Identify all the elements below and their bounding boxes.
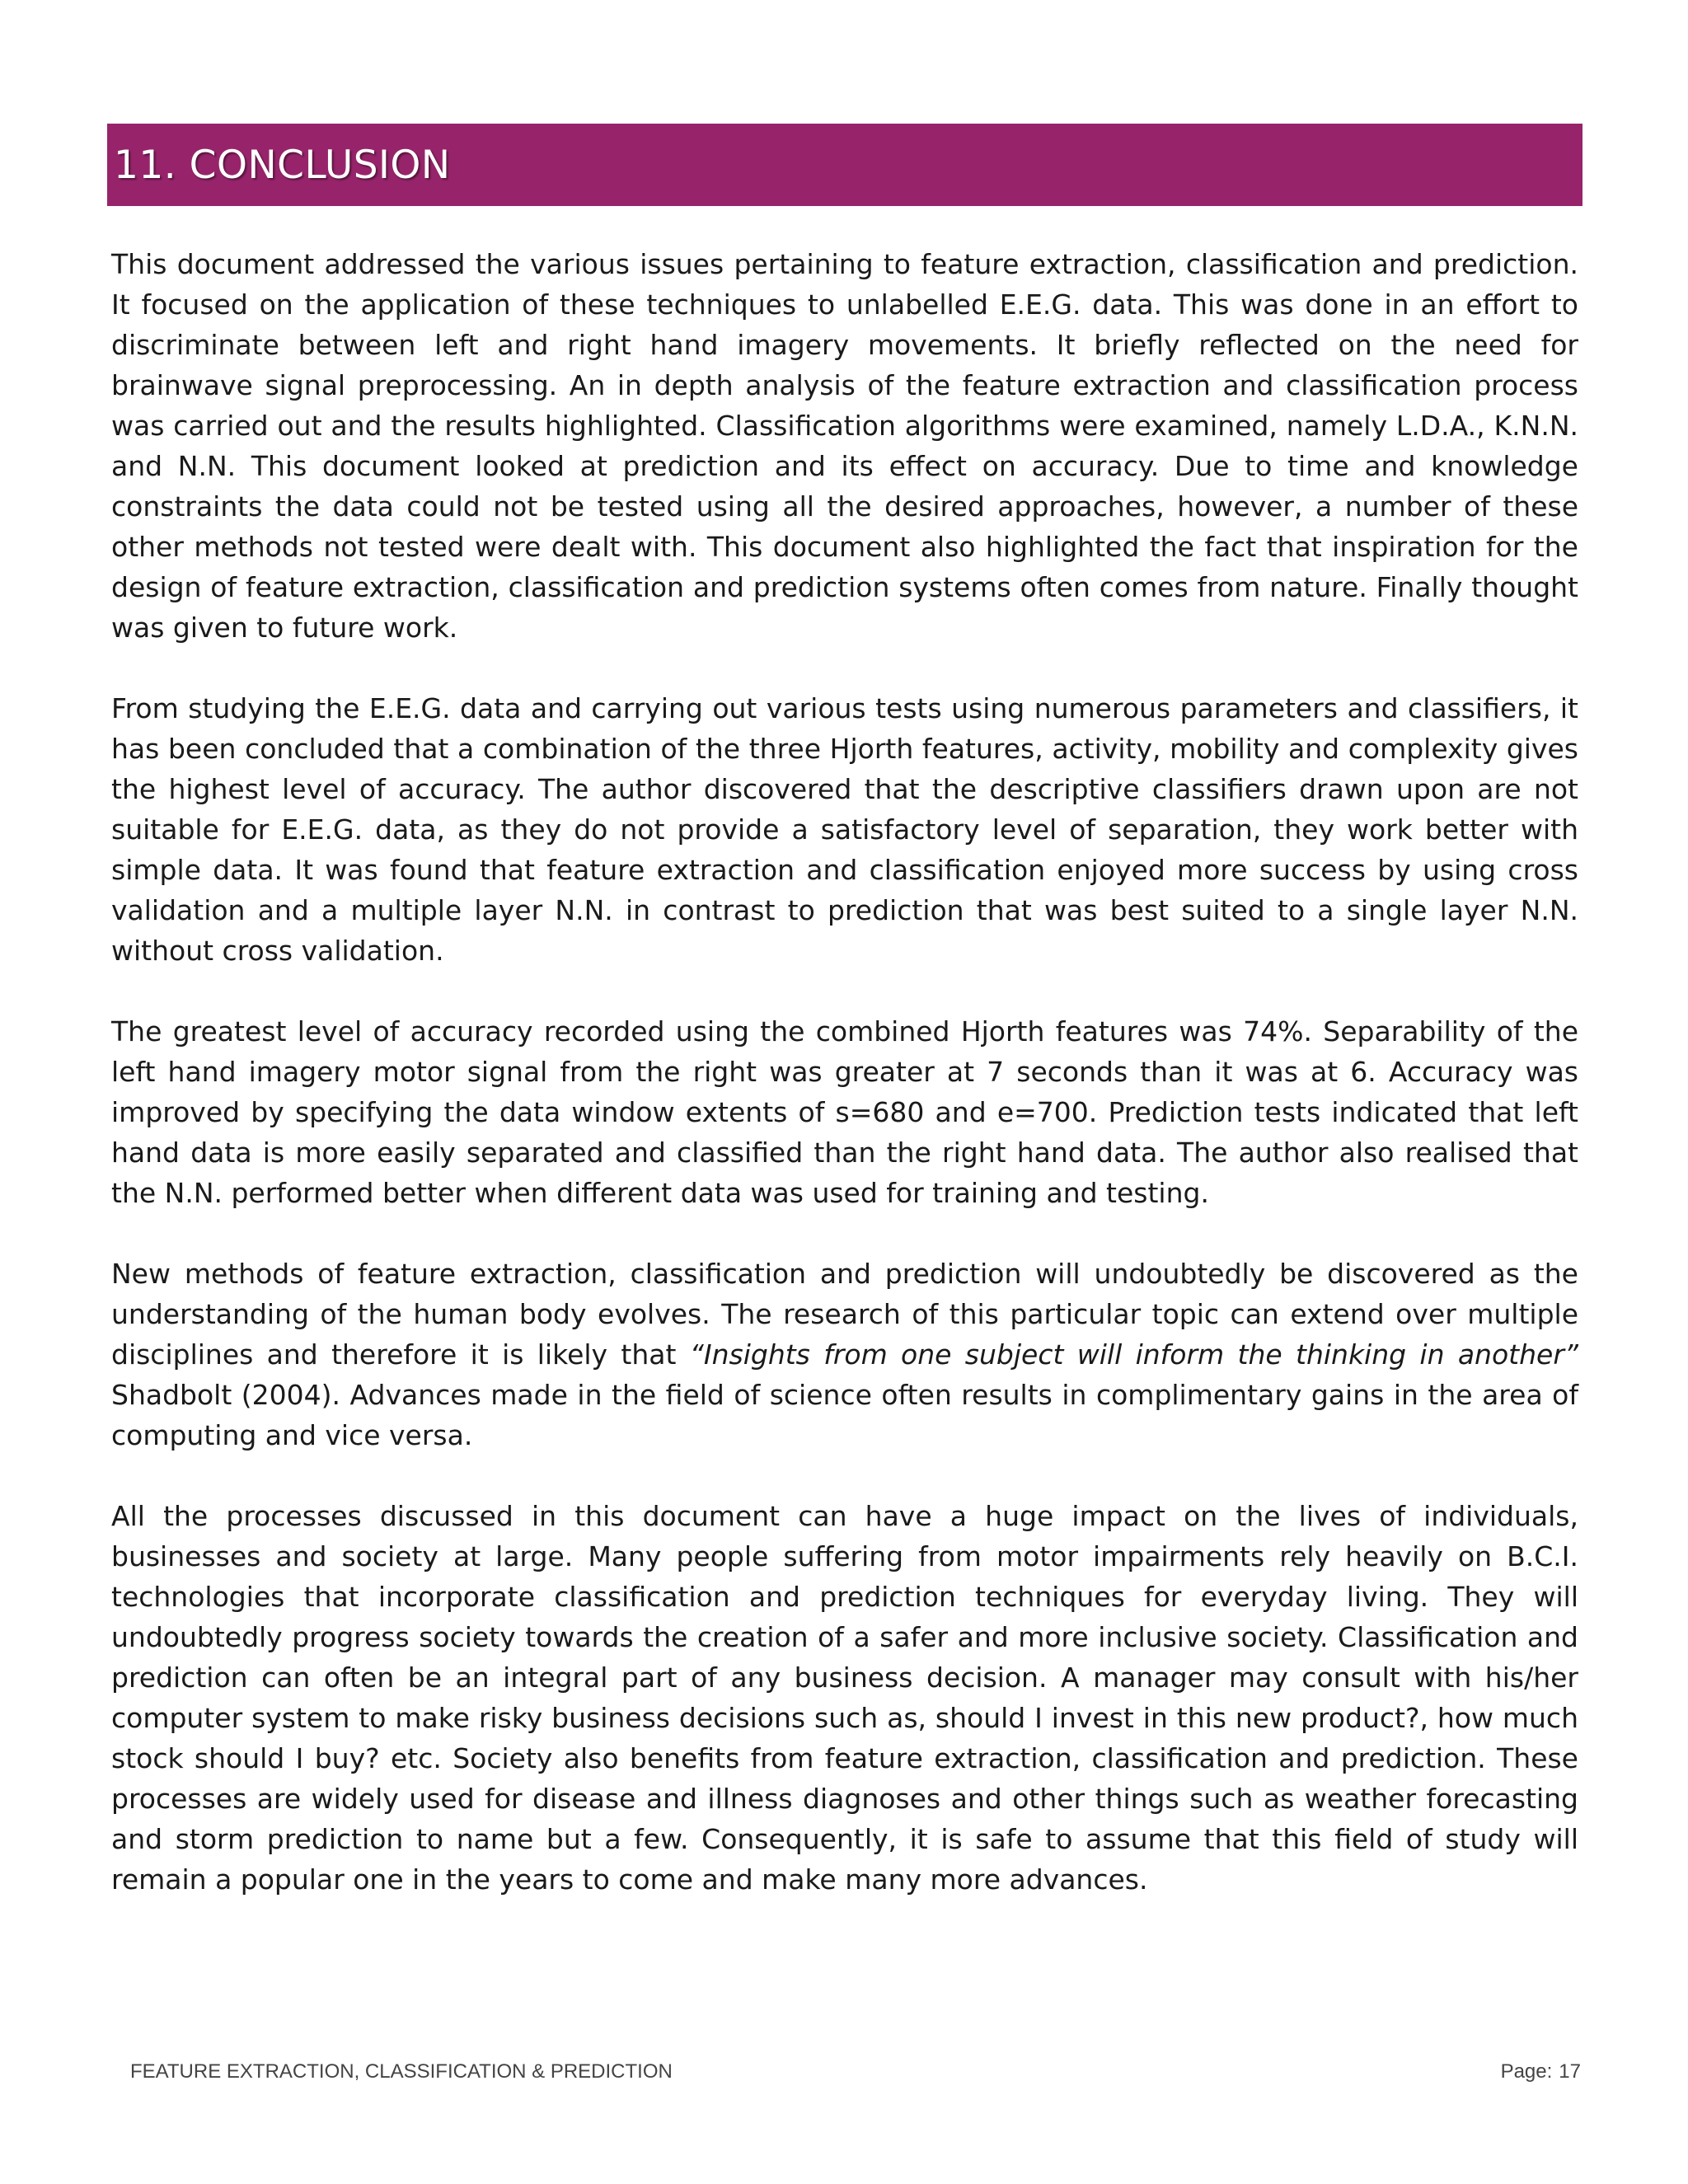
footer-page-number: 17 (1559, 2060, 1581, 2083)
section-header (107, 124, 1582, 206)
paragraph-future-methods-tail: Shadbolt (2004). Advances made in the field of science often results in complimentary gains in the area of computing and vice versa. (111, 1379, 1578, 1451)
paragraph-future-methods-lead: New methods of feature extraction, classification and prediction will undoubtedly be discovered as the understanding of the human body evolves. The research of this particular topic can extend over multiple disciplines and therefore it is likely that (111, 1258, 1578, 1371)
paragraph-findings: From studying the E.E.G. data and carrying out various tests using numerous parameters and classifiers, it has been concluded that a combination of the three Hjorth features, activity, mobility and complexity gives the highest level of accuracy. The author discovered that the descriptive classifiers drawn upon are not suitable for E.E.G. data, as they do not provide a satisfactory level of separation, they work better with simple data. It was found that feature extraction and classification enjoyed more success by using cross validation and a multiple layer N.N. in contrast to prediction that was best suited to a single layer N.N. without cross validation. (111, 692, 1578, 967)
body-text (111, 244, 1578, 1940)
paragraph-future-methods (111, 1254, 1578, 1455)
footer-page-label: Page: (1500, 2060, 1553, 2083)
paragraph-summary: This document addressed the various issues pertaining to feature extraction, classification and prediction. It focused on the application of these techniques to unlabelled E.E.G. data. This was done in an effort to discriminate between left and right hand imagery movements. It briefly reflected on the need for brainwave signal preprocessing. An in depth analysis of the feature extraction and classification process was carried out and the results highlighted. Classification algorithms were examined, namely L.D.A., K.N.N. and N.N. This document looked at prediction and its effect on accuracy. Due to time and knowledge constraints the data could not be tested using all the desired approaches, however, a number of these other methods not tested were dealt with. This document also highlighted the fact that inspiration for the design of feature extraction, classification and prediction systems often comes from nature. Finally thought was given to future work. (111, 248, 1578, 644)
paragraph-impact: All the processes discussed in this document can have a huge impact on the lives of individuals, businesses and society at large. Many people suffering from motor impairments rely heavily on B.C.I. technologies that incorporate classification and prediction techniques for everyday living. They will undoubtedly progress society towards the creation of a safer and more inclusive society. Classification and prediction can often be an integral part of any business decision. A manager may consult with his/her computer system to make risky business decisions such as, should I invest in this new product?, how much stock should I buy? etc. Society also benefits from feature extraction, classification and prediction. These processes are widely used for disease and illness diagnoses and other things such as weather forecasting and storm prediction to name but a few. Consequently, it is safe to assume that this field of study will remain a popular one in the years to come and make many more advances. (111, 1500, 1578, 1896)
footer-page-indicator (1501, 2060, 1581, 2083)
footer-document-title: FEATURE EXTRACTION, CLASSIFICATION & PREDICTION (130, 2060, 673, 2083)
paragraph-accuracy: The greatest level of accuracy recorded using the combined Hjorth features was 74%. Separability of the left hand imagery motor signal from the right was greater at 7 seconds than it was at 6. Accuracy was improved by specifying the data window extents of s=680 and e=700. Prediction tests indicated that left hand data is more easily separated and classified than the right hand data. The author also realised that the N.N. performed better when different data was used for training and testing. (111, 1015, 1578, 1209)
shadbolt-quote: “Insights from one subject will inform the thinking in another” (689, 1338, 1578, 1371)
section-title: 11. CONCLUSION (114, 142, 451, 188)
page-footer (130, 2060, 1581, 2083)
